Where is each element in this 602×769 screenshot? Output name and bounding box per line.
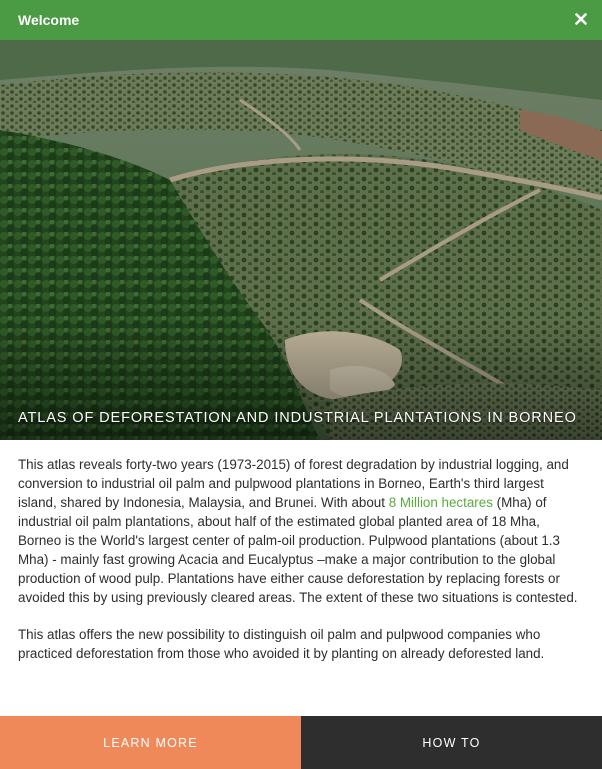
modal-header <box>0 0 602 40</box>
intro-text <box>18 455 580 663</box>
atlas-title: ATLAS OF DEFORESTATION AND INDUSTRIAL PLANTATIONS IN BORNEO <box>18 410 577 426</box>
intro-paragraph-1: This atlas reveals forty-two years (1973-2015) of forest degradation by industrial logging, and conversion to industrial oil palm and pulpwood plantations in Borneo, Earth's third largest island, shared by Indonesia, Malaysia, and Brunei. With about 8 Million hectares (Mha) of industrial oil palm plantations, about half of the estimated global planted area of 18 Mha, Borneo is the World's largest center of palm-oil production. Pulpwood plantations (about 1.3 Mha) - mainly fast growing Acacia and Eucalyptus –make a major contribution to the global production of wood pulp. Plantations have either cause deforestation by replacing forests or avoided this by using previously cleared areas. The extent of these two situations is contested. <box>18 457 578 605</box>
modal-footer <box>0 716 602 769</box>
oil-palm-area-link[interactable]: 8 Million hectares <box>388 495 493 510</box>
learn-more-button[interactable]: LEARN MORE <box>0 716 301 769</box>
how-to-button[interactable]: HOW TO <box>301 716 602 769</box>
intro-paragraph-2: This atlas offers the new possibility to distinguish oil palm and pulpwood companies who practiced deforestation from those who avoided it by planting on already deforested land. <box>18 627 545 661</box>
modal-title: Welcome <box>18 12 80 28</box>
plantation-aerial-photo <box>0 40 602 440</box>
close-icon[interactable] <box>572 10 590 28</box>
hero-image <box>0 40 602 440</box>
